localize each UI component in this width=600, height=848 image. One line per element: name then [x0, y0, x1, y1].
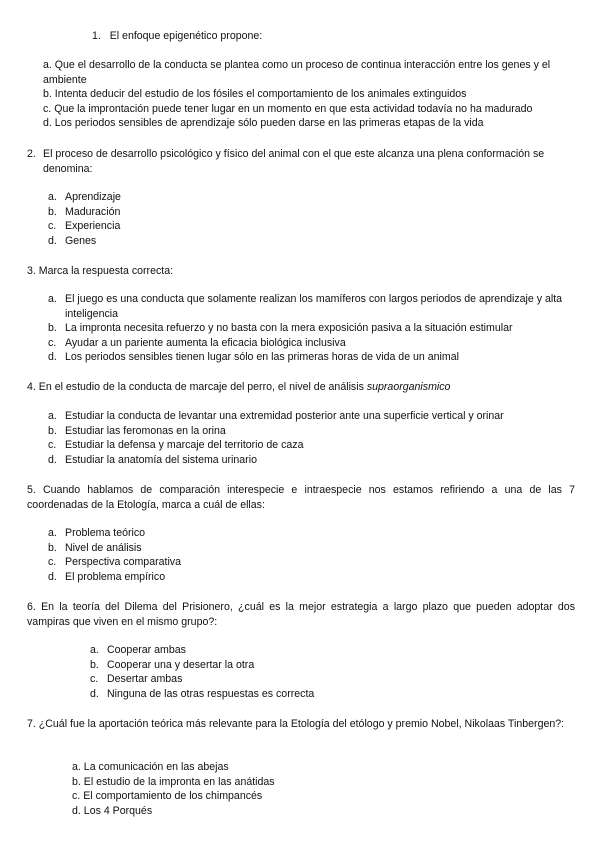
option-list [72, 760, 275, 818]
option-list [48, 526, 181, 584]
option-list [48, 409, 504, 467]
option: a. Estudiar la conducta de levantar una extremidad posterior ante una superficie vertical y orinar [48, 410, 504, 422]
question-emphasis: supraorganismico [366, 381, 451, 393]
option: c. El comportamiento de los chimpancés [72, 790, 263, 803]
option: b. Nivel de análisis [48, 541, 142, 554]
option: a. Que el desarrollo de la conducta se plantea como un proceso de continua interacción entre los genes y el ambiente [43, 59, 551, 86]
option: b. Maduración [48, 205, 121, 218]
question-number: 6. [27, 601, 36, 613]
option: a. El juego es una conducta que solamente realizan los mamíferos con largos periodos de aprendizaje y alta inteligencia [48, 293, 563, 320]
question-text: 6. En la teoría del Dilema del Prisionero, ¿cuál es la mejor estrategia a largo plazo que pueden adoptar dos vampiras que viven en el mismo grupo?: [27, 601, 575, 628]
option: c. Ayudar a un pariente aumenta la eficacia biológica inclusiva [48, 336, 346, 349]
option: d. El problema empírico [48, 570, 166, 583]
question-number: 5. [27, 484, 36, 496]
question-header [27, 600, 575, 629]
option: d. Ninguna de las otras respuestas es correcta [90, 687, 315, 700]
question-text: 5. Cuando hablamos de comparación interespecie e intraespecie nos estamos refiriendo a una de las 7 coordenadas de la Etología, marca a cuál de ellas: [27, 484, 575, 511]
question-number: 4. [27, 381, 36, 393]
question-header [27, 380, 450, 395]
question-text: Marca la respuesta correcta: [38, 265, 174, 277]
option: d. Los 4 Porqués [72, 804, 153, 817]
question-header [27, 264, 173, 279]
question-header [27, 717, 575, 732]
question-header [92, 29, 262, 44]
option: d. Estudiar la anatomía del sistema urinario [48, 453, 257, 466]
option: d. Los periodos sensibles tienen lugar sólo en las primeras horas de vida de un animal [48, 351, 459, 364]
question-text: En el estudio de la conducta de marcaje del perro, el nivel de análisis [38, 381, 364, 393]
option: a. Cooperar ambas [90, 644, 186, 656]
option: b. El estudio de la impronta en las anátidas [72, 775, 275, 788]
option: b. Estudiar las feromonas en la orina [48, 424, 226, 437]
option: b. Intenta deducir del estudio de los fósiles el comportamiento de los animales extinguidos [43, 88, 467, 101]
option: c. Experiencia [48, 220, 121, 233]
question-text: El proceso de desarrollo psicológico y físico del animal con el que este alcanza una plena conformación se denomina: [43, 148, 545, 175]
question-text: El enfoque epigenético propone: [109, 30, 263, 42]
option: b. La impronta necesita refuerzo y no basta con la mera exposición pasiva a la situación estimular [48, 322, 513, 335]
question-number: 7. [27, 718, 36, 730]
option-list [43, 58, 568, 131]
question-text: 7. ¿Cuál fue la aportación teórica más relevante para la Etología del etólogo y premio Nobel, Nikolaas Tinbergen?: [27, 718, 565, 730]
option-list [48, 292, 573, 365]
option: c. Estudiar la defensa y marcaje del territorio de caza [48, 439, 304, 452]
question-header [27, 483, 575, 512]
option-list [90, 643, 314, 701]
option: b. Cooperar una y desertar la otra [90, 658, 255, 671]
question-number: 1. [92, 30, 101, 42]
question-number: 2. [27, 148, 36, 160]
option: a. Aprendizaje [48, 191, 121, 203]
option: a. Problema teórico [48, 527, 146, 539]
option: a. La comunicación en las abejas [72, 761, 229, 773]
option-list [48, 190, 121, 248]
question-header [27, 147, 572, 176]
option: d. Genes [48, 234, 97, 247]
option: d. Los periodos sensibles de aprendizaje sólo pueden darse en las primeras etapas de la vida [43, 117, 484, 130]
option: c. Desertar ambas [90, 673, 183, 686]
option: c. Perspectiva comparativa [48, 556, 181, 569]
option: c. Que la improntación puede tener lugar en un momento en que esta actividad todavía no ha madurado [43, 102, 533, 115]
question-number: 3. [27, 265, 36, 277]
